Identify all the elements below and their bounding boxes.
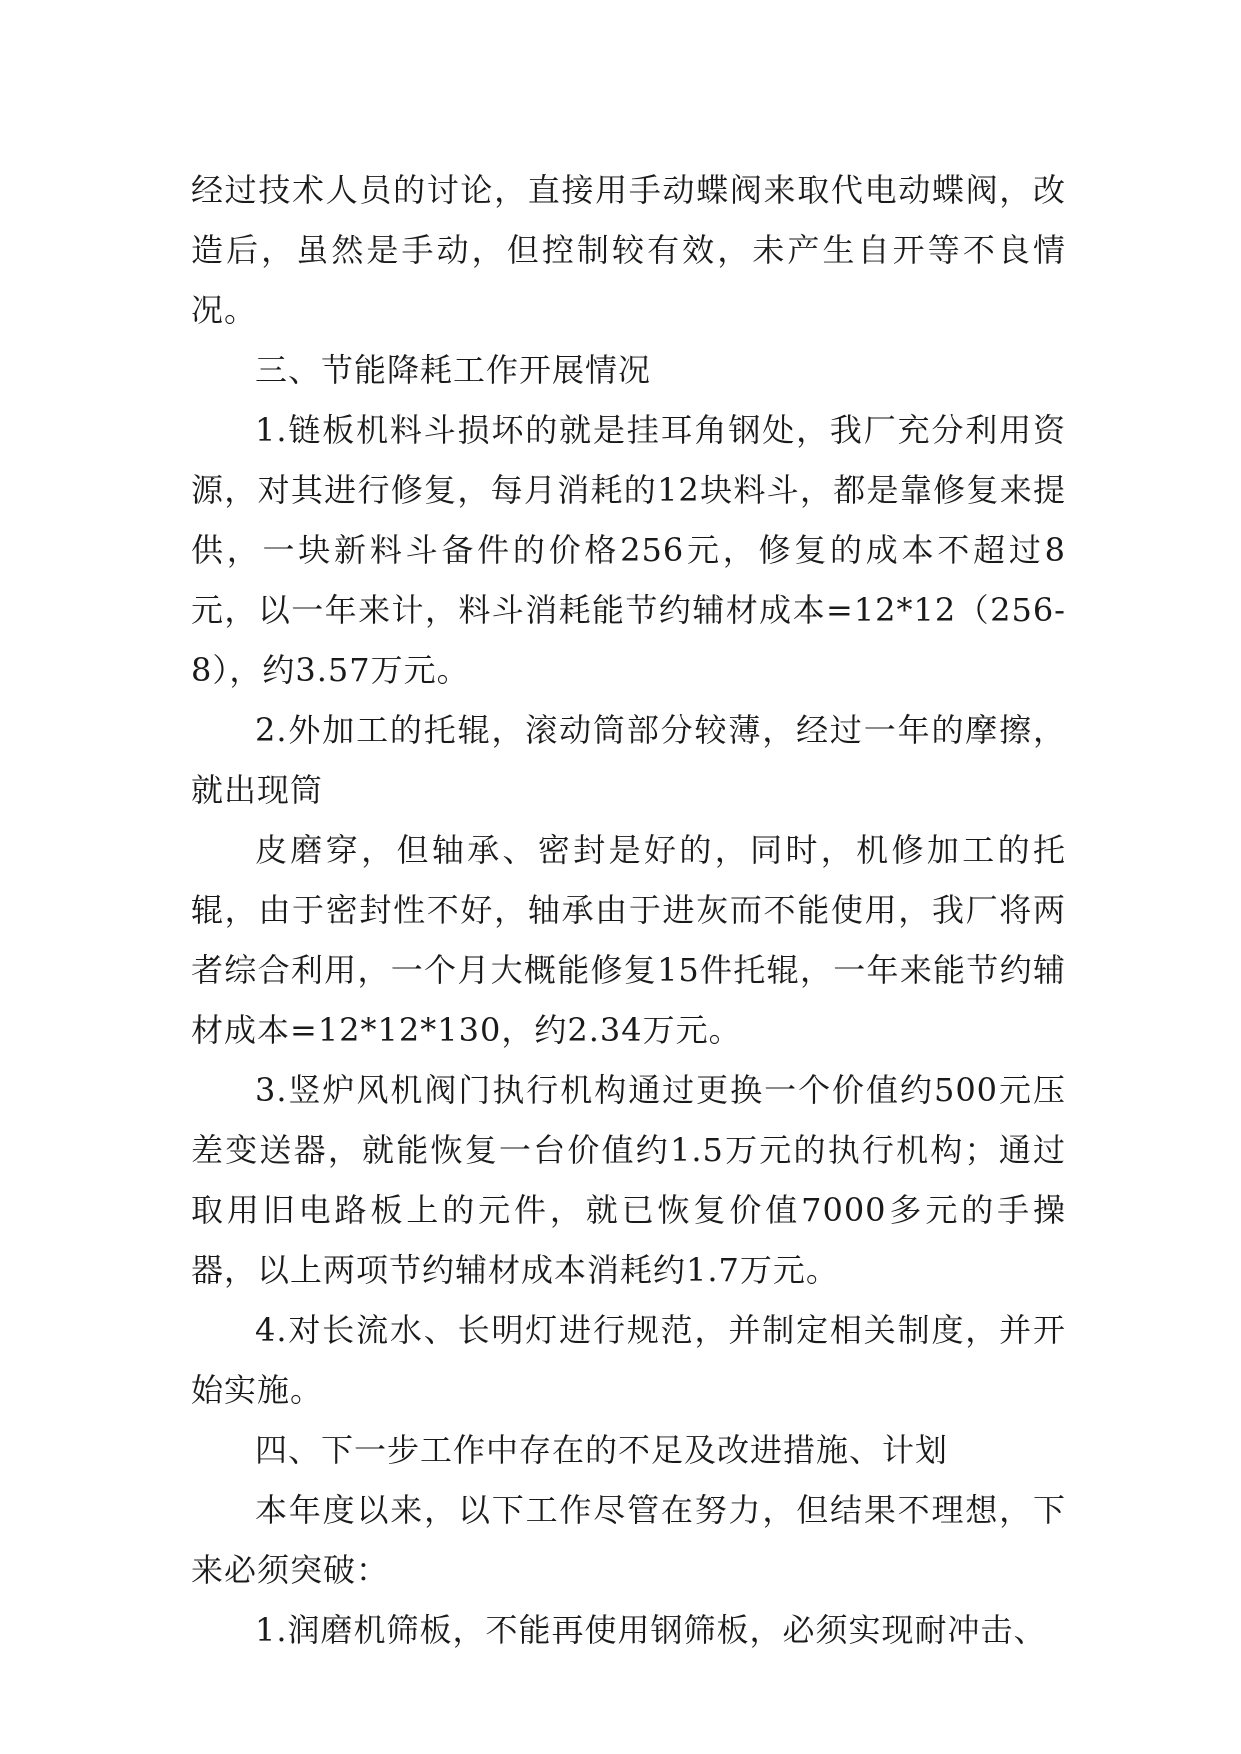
paragraph-item-4: 4.对长流水、长明灯进行规范，并制定相关制度，并开始实施。 <box>191 1311 1066 1409</box>
paragraph-item-1: 1.链板机料斗损坏的就是挂耳角钢处，我厂充分利用资源，对其进行修复，每月消耗的12块料斗，都是靠修复来提供，一块新料斗备件的价格256元，修复的成本不超过8元，以一年来计，料斗消耗能节约辅材成本=12*12（256-8），约3.57万元。 <box>191 411 1066 689</box>
document-body <box>191 160 1066 1660</box>
section-heading-3: 三、节能降耗工作开展情况 <box>255 351 652 389</box>
paragraph-item-2-continued: 皮磨穿，但轴承、密封是好的，同时，机修加工的托辊，由于密封性不好，轴承由于进灰而不能使用，我厂将两者综合利用，一个月大概能修复15件托辊，一年来能节约辅材成本=12*12*130，约2.34万元。 <box>191 831 1066 1049</box>
section-heading-4: 四、下一步工作中存在的不足及改进措施、计划 <box>255 1431 949 1469</box>
paragraph-continuation: 经过技术人员的讨论，直接用手动蝶阀来取代电动蝶阀，改造后，虽然是手动，但控制较有效，未产生自开等不良情况。 <box>191 171 1066 329</box>
paragraph-plan-item-1: 1.润磨机筛板，不能再使用钢筛板，必须实现耐冲击、 <box>255 1611 1047 1649</box>
paragraph-item-3: 3.竖炉风机阀门执行机构通过更换一个价值约500元压差变送器，就能恢复一台价值约1.5万元的执行机构；通过取用旧电路板上的元件，就已恢复价值7000多元的手操器，以上两项节约辅材成本消耗约1.7万元。 <box>191 1071 1066 1289</box>
paragraph-intro: 本年度以来，以下工作尽管在努力，但结果不理想，下来必须突破： <box>191 1491 1066 1589</box>
paragraph-item-2: 2.外加工的托辊，滚动筒部分较薄，经过一年的摩擦，就出现筒 <box>191 711 1066 809</box>
